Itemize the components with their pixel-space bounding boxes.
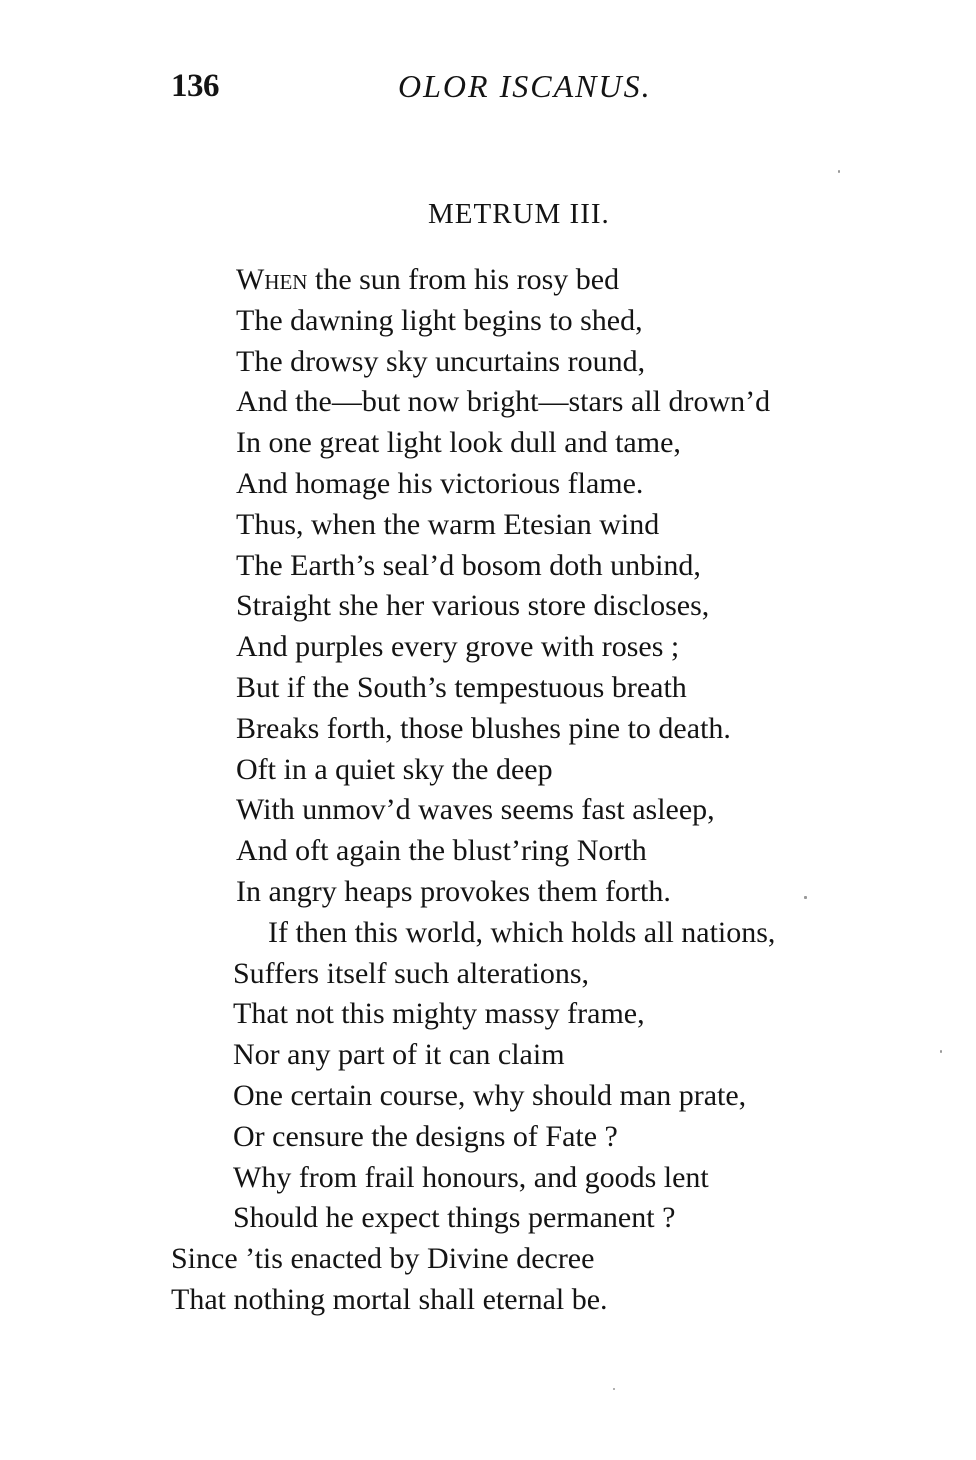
poem-line xyxy=(0,1239,976,1280)
poem-line-text: Oft in a quiet sky the deep xyxy=(236,752,553,786)
poem-line xyxy=(0,913,976,954)
scan-speck xyxy=(613,1388,615,1390)
poem-line-text: In one great light look dull and tame, xyxy=(236,426,681,460)
poem-line-text: In angry heaps provokes them forth. xyxy=(236,874,671,908)
poem-line xyxy=(0,342,976,383)
poem-line-text: That not this mighty massy frame, xyxy=(233,997,645,1031)
scan-speck xyxy=(804,896,807,899)
poem-line-rest: the sun from his rosy bed xyxy=(307,263,620,296)
poem-line xyxy=(0,668,976,709)
poem-line xyxy=(0,301,976,342)
poem-line xyxy=(0,709,976,750)
poem-line-text: Nor any part of it can claim xyxy=(233,1038,565,1072)
poem-line-text: And purples every grove with roses ; xyxy=(236,630,680,664)
poem-line-text: And homage his victorious flame. xyxy=(236,466,644,500)
poem-line-text: The dawning light begins to shed, xyxy=(236,303,643,337)
poem-line xyxy=(0,505,976,546)
poem-line-text: Breaks forth, those blushes pine to death. xyxy=(236,711,731,745)
poem-line xyxy=(0,546,976,587)
poem-line-text: Straight she her various store discloses, xyxy=(236,589,710,623)
poem-line-text: Since ’tis enacted by Divine decree xyxy=(171,1242,595,1276)
poem-line-text: And the—but now bright—stars all drown’d xyxy=(236,385,771,419)
poem xyxy=(0,260,976,1321)
running-title: OLOR ISCANUS. xyxy=(398,68,652,104)
poem-line-text: Suffers itself such alterations, xyxy=(233,956,590,990)
scan-speck xyxy=(940,1050,942,1053)
poem-line xyxy=(0,382,976,423)
poem-line xyxy=(0,750,976,791)
poem-line xyxy=(0,260,976,301)
poem-line xyxy=(0,1117,976,1158)
poem-line xyxy=(0,872,976,913)
poem-line-text: With unmov’d waves seems fast asleep, xyxy=(236,793,715,827)
poem-line xyxy=(0,1158,976,1199)
poem-line-text: The Earth’s seal’d bosom doth unbind, xyxy=(236,548,701,582)
poem-line xyxy=(0,423,976,464)
opening-word: When xyxy=(236,263,308,296)
page-number: 136 xyxy=(171,68,219,104)
poem-line-text: But if the South’s tempestuous breath xyxy=(236,670,687,704)
poem-line-text xyxy=(236,260,619,301)
poem-line xyxy=(0,586,976,627)
poem-line xyxy=(0,831,976,872)
poem-line-text: Should he expect things permanent ? xyxy=(233,1201,676,1235)
poem-line xyxy=(0,954,976,995)
poem-line-text: And oft again the blust’ring North xyxy=(236,834,647,868)
scan-speck xyxy=(838,170,840,173)
poem-line xyxy=(0,1198,976,1239)
poem-line-text: If then this world, which holds all nations, xyxy=(268,915,776,949)
poem-line-text: Why from frail honours, and goods lent xyxy=(233,1160,709,1194)
poem-line-text: One certain course, why should man prate, xyxy=(233,1078,747,1112)
poem-line xyxy=(0,1035,976,1076)
poem-line-text: That nothing mortal shall eternal be. xyxy=(171,1282,608,1316)
poem-line xyxy=(0,1076,976,1117)
poem-line xyxy=(0,464,976,505)
poem-line xyxy=(0,1280,976,1321)
poem-line xyxy=(0,627,976,668)
section-heading: METRUM III. xyxy=(428,198,610,230)
poem-line-text: Thus, when the warm Etesian wind xyxy=(236,507,660,541)
poem-line xyxy=(0,790,976,831)
poem-line-text: Or censure the designs of Fate ? xyxy=(233,1119,618,1153)
poem-line xyxy=(0,994,976,1035)
poem-line-text: The drowsy sky uncurtains round, xyxy=(236,344,646,378)
